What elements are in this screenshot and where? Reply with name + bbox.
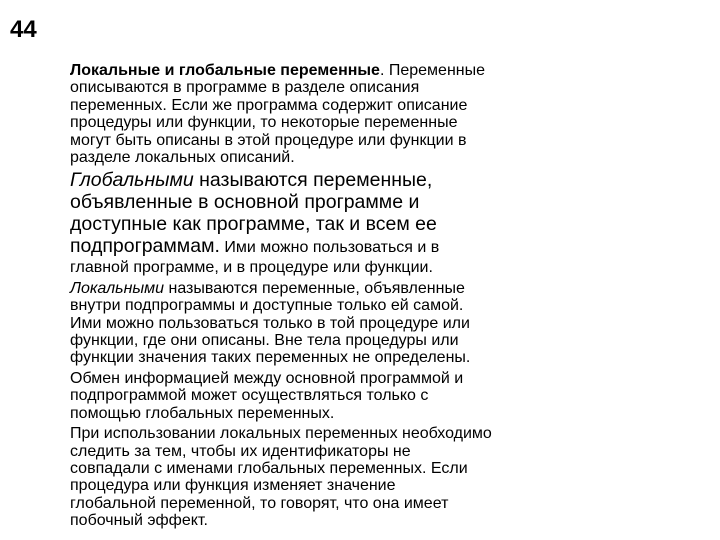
text-line: функции значения таких переменных не определены. <box>70 349 471 367</box>
text-line: совпадали с именами глобальных переменных. Если <box>70 459 468 477</box>
text-line: главной программе, и в процедуре или функции. <box>70 259 433 277</box>
text-line: доступные как программе, так и всем ее <box>70 213 437 236</box>
text-line: функции, где они описаны. Вне тела процедуры или <box>70 332 459 350</box>
text-line: переменных. Если же программа содержит описание <box>70 96 468 114</box>
text-line: называются переменные, <box>193 169 433 192</box>
term-local: Локальными <box>70 279 165 297</box>
text-line: При использовании локальных переменных необходимо <box>70 425 492 443</box>
text-line: процедуры или функции, то некоторые переменные <box>70 114 458 132</box>
term-global: Глобальными <box>70 169 194 192</box>
paragraph-local-global <box>70 62 670 166</box>
text-line: подпрограммой может осуществляться только с <box>70 387 429 405</box>
text-line: процедура или функция изменяет значение <box>70 477 396 495</box>
text-line: подпрограммам. <box>70 235 220 258</box>
slide-body <box>70 62 670 530</box>
paragraph-exchange <box>70 370 670 422</box>
text-line: помощью глобальных переменных. <box>70 404 335 422</box>
text-line: могут быть описаны в этой процедуре или функции в <box>70 131 467 149</box>
heading-local-global: Локальные и глобальные переменные <box>70 62 380 79</box>
text-line: объявленные в основной программе и <box>70 191 420 214</box>
text-line: следить за тем, чтобы их идентификаторы не <box>70 442 411 460</box>
text-line: глобальной переменной, то говорят, что она имеет <box>70 494 449 512</box>
text-line: описываются в программе в разделе описания <box>70 79 420 97</box>
text-line: называются переменные, объявленные <box>164 279 465 297</box>
slide-number: 44 <box>10 16 37 43</box>
paragraph-global <box>70 169 670 276</box>
paragraph-local <box>70 280 670 367</box>
text-line: побочный эффект. <box>70 512 208 530</box>
text-line: разделе локальных описаний. <box>70 149 295 167</box>
text-line: . Переменные <box>379 62 486 79</box>
text-line: Обмен информацией между основной программой и <box>70 369 464 387</box>
text-line: Ими можно пользоваться и в <box>219 239 440 257</box>
text-line: Ими можно пользоваться только в той процедуре или <box>70 314 470 332</box>
paragraph-side-effect <box>70 425 670 529</box>
text-line: внутри подпрограммы и доступные только ей самой. <box>70 297 464 315</box>
